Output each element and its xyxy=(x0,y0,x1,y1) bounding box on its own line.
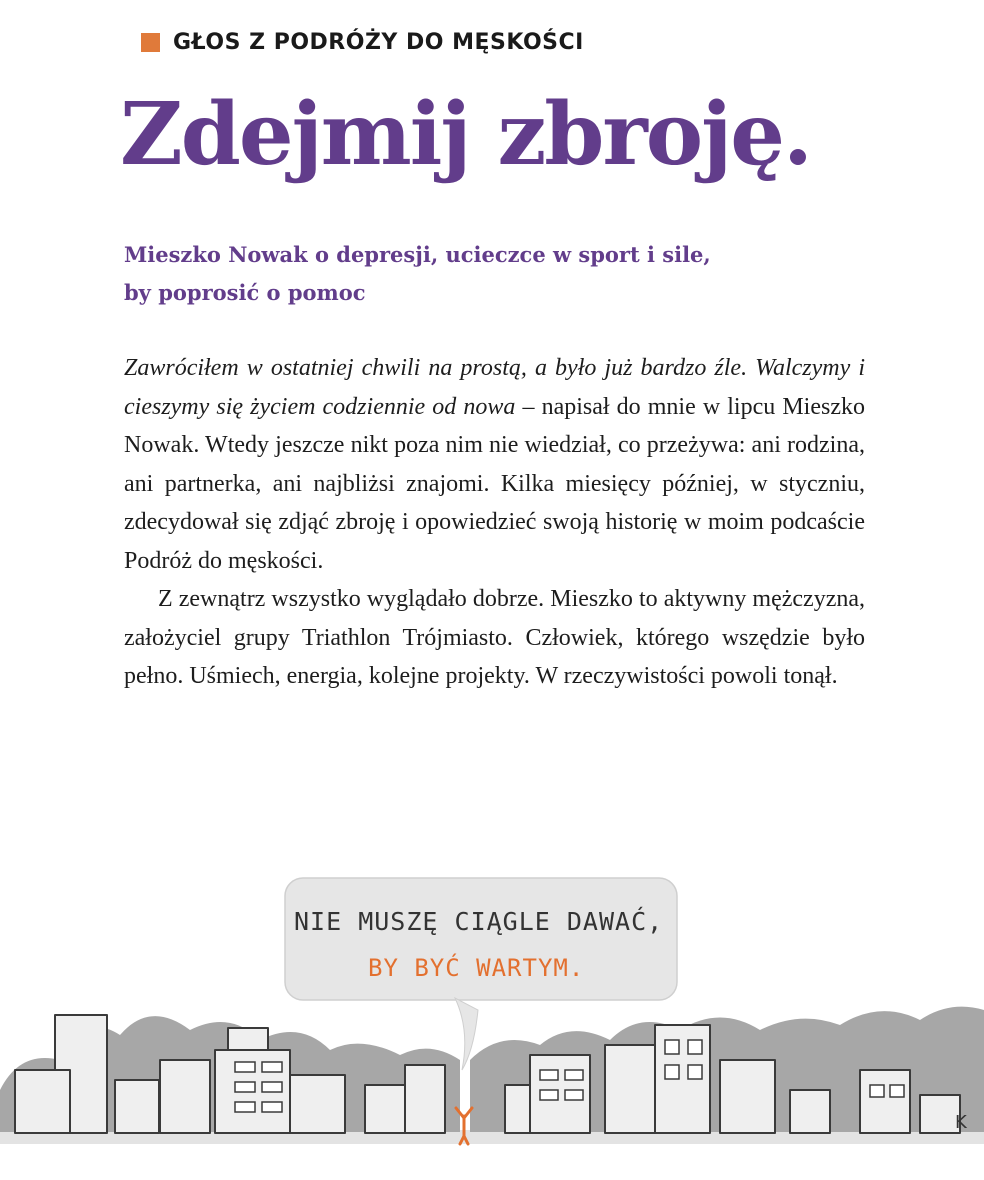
subtitle-line-2: by poprosić o pomoc xyxy=(124,280,366,305)
artist-signature: K xyxy=(955,1112,967,1133)
section-kicker xyxy=(141,30,584,55)
body-paragraph-1-rest: – napisał do mnie w lipcu Mieszko Nowak. Wtedy jeszcze nikt poza nim nie wiedział, co przeżywa: ani rodzina, ani partnerka, ani najbliżsi znajomi. Kilka miesięcy później, w styczniu, zdecydował się zdjąć zbroję i opowiedzieć swoją historię w moim podcaście Podróż do męskości. xyxy=(124,393,865,574)
article-title: Zdejmij zbroję. xyxy=(120,84,811,185)
kicker-label: GŁOS Z PODRÓŻY DO MĘSKOŚCI xyxy=(173,30,584,55)
body-paragraph-1 xyxy=(124,349,865,580)
bubble-line-2: BY BYĆ WARTYM. xyxy=(368,954,585,982)
kicker-square-icon xyxy=(141,33,160,52)
body-paragraph-2: Z zewnątrz wszystko wyglądało dobrze. Mieszko to aktywny mężczyzna, założyciel grupy Triathlon Trójmiasto. Człowiek, którego wszędzie było pełno. Uśmiech, energia, kolejne projekty. W rzeczywistości powoli tonął. xyxy=(124,586,865,689)
bubble-line-1: NIE MUSZĘ CIĄGLE DAWAĆ, xyxy=(294,907,664,936)
city-illustration xyxy=(0,860,984,1150)
article-subtitle xyxy=(124,236,711,312)
subtitle-line-1: Mieszko Nowak o depresji, ucieczce w sport i sile, xyxy=(124,242,711,267)
article-body xyxy=(124,349,865,696)
quote-italic: Zawróciłem w ostatniej chwili na prostą, a było już bardzo źle. Walczymy i cieszymy się życiem codziennie od nowa xyxy=(124,355,865,420)
